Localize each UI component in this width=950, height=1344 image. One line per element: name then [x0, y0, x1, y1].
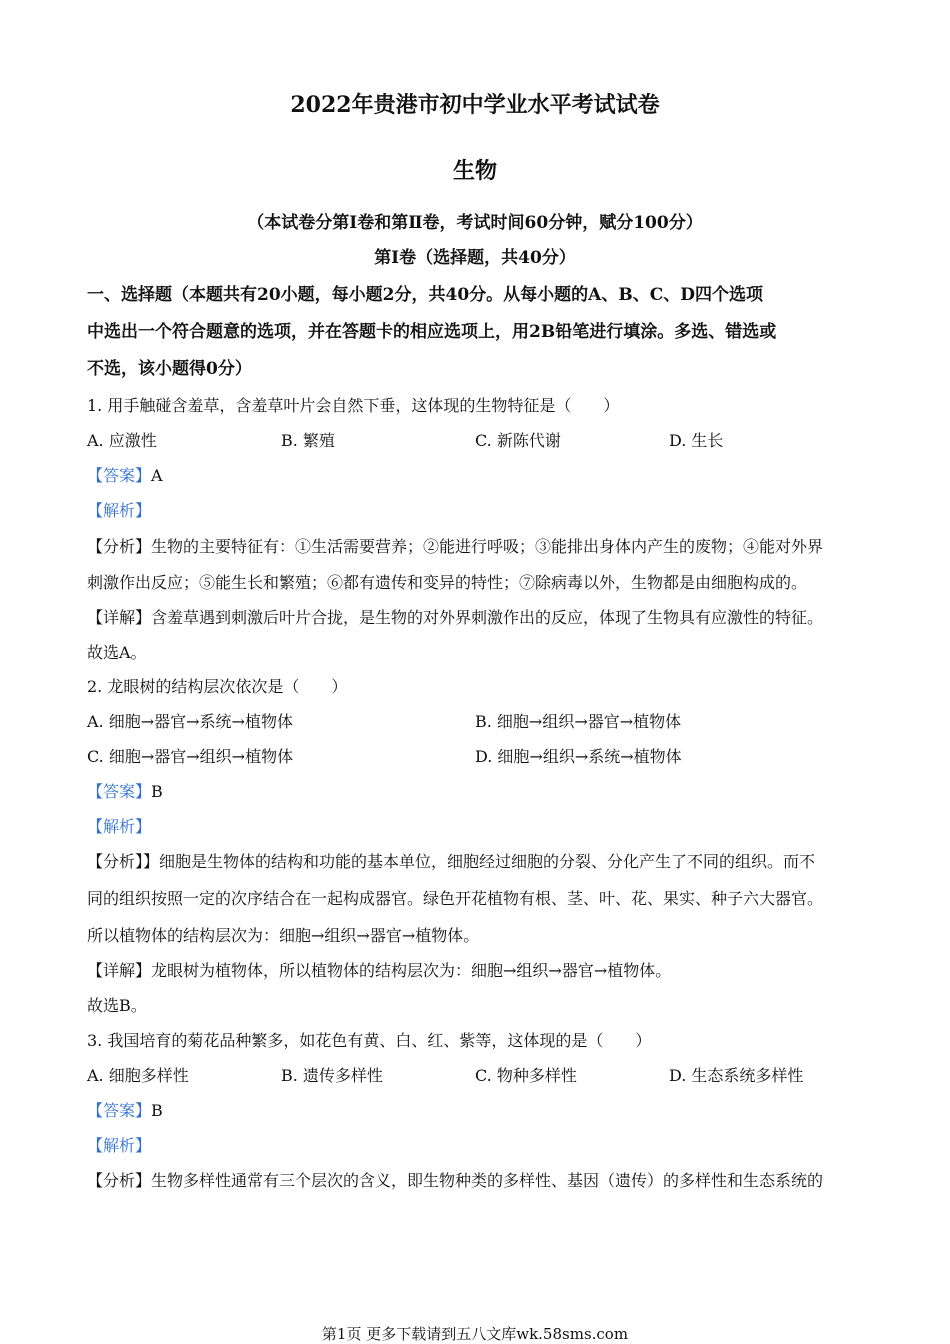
question-2-analysis-tag: 【解析】: [87, 817, 152, 836]
question-2-analysis-line-4: 【详解】龙眼树为植物体，所以植物体的结构层次为：细胞→组织→器官→植物体。: [87, 961, 672, 980]
question-1-option-a: A. 应激性: [87, 431, 157, 450]
question-2-analysis-line-2: 同的组织按照一定的次序结合在一起构成器官。绿色开花植物有根、茎、叶、花、果实、种子六大器官。: [87, 889, 824, 908]
question-1-stem: 1. 用手触碰含羞草，含羞草叶片会自然下垂，这体现的生物特征是（ ）: [87, 396, 620, 415]
question-2-analysis-line-5: 故选B。: [87, 996, 147, 1015]
question-3-option-c: C. 物种多样性: [475, 1066, 577, 1085]
question-3-analysis-line-1: 【分析】生物多样性通常有三个层次的含义，即生物种类的多样性、基因（遗传）的多样性和生态系统的: [87, 1171, 824, 1190]
exam-note: （本试卷分第Ⅰ卷和第Ⅱ卷，考试时间60分钟，赋分100分）: [247, 213, 703, 233]
question-1-analysis-tag: 【解析】: [87, 501, 152, 520]
section-title: 第Ⅰ卷（选择题，共40分）: [374, 248, 576, 268]
question-1-option-b: B. 繁殖: [281, 431, 335, 450]
question-2-analysis-line-3: 所以植物体的结构层次为：细胞→组织→器官→植物体。: [87, 926, 480, 945]
answer-value: B: [151, 1101, 163, 1120]
question-1-analysis-line-3: 【详解】含羞草遇到刺激后叶片合拢，是生物的对外界刺激作出的反应，体现了生物具有应激性的特征。: [87, 608, 824, 627]
question-2-option-a: A. 细胞→器官→系统→植物体: [87, 712, 293, 731]
question-2-option-d: D. 细胞→组织→系统→植物体: [475, 747, 682, 766]
answer-tag: 【答案】: [87, 782, 152, 801]
answer-tag: 【答案】: [87, 466, 152, 485]
question-2-analysis-line-1: 【分析】】细胞是生物体的结构和功能的基本单位，细胞经过细胞的分裂、分化产生了不同的组织。而不: [87, 852, 816, 871]
answer-value: B: [151, 782, 163, 801]
question-3-option-a: A. 细胞多样性: [87, 1066, 189, 1085]
instruction-line-2: 中选出一个符合题意的选项，并在答题卡的相应选项上，用2B铅笔进行填涂。多选、错选或: [87, 322, 777, 342]
question-3-analysis-tag: 【解析】: [87, 1136, 152, 1155]
question-2-stem: 2. 龙眼树的结构层次依次是（ ）: [87, 677, 348, 696]
question-1-option-c: C. 新陈代谢: [475, 431, 561, 450]
subject-title: 生物: [452, 158, 497, 184]
question-3-answer: [87, 1100, 163, 1122]
answer-value: A: [151, 466, 163, 485]
question-3-stem: 3. 我国培育的菊花品种繁多，如花色有黄、白、红、紫等，这体现的是（ ）: [87, 1031, 652, 1050]
question-1-answer: [87, 465, 163, 487]
instruction-line-1: 一、选择题（本题共有20小题，每小题2分，共40分。从每小题的A、B、C、D四个选项: [87, 285, 763, 305]
question-1-analysis-line-1: 【分析】生物的主要特征有：①生活需要营养；②能进行呼吸；③能排出身体内产生的废物；④能对外界: [87, 537, 824, 556]
question-2-answer: [87, 781, 163, 803]
question-1-analysis-line-2: 刺激作出反应；⑤能生长和繁殖；⑥都有遗传和变异的特性；⑦除病毒以外，生物都是由细胞构成的。: [87, 573, 808, 592]
question-1-option-d: D. 生长: [669, 431, 724, 450]
question-1-analysis-line-4: 故选A。: [87, 643, 147, 662]
page-footer: 第1页 更多下载请到五八文库wk.58sms.com: [321, 1325, 629, 1343]
question-2-option-b: B. 细胞→组织→器官→植物体: [475, 712, 682, 731]
question-3-option-d: D. 生态系统多样性: [669, 1066, 804, 1085]
answer-tag: 【答案】: [87, 1101, 152, 1120]
question-3-option-b: B. 遗传多样性: [281, 1066, 383, 1085]
instruction-line-3: 不选，该小题得0分）: [87, 359, 252, 379]
exam-title: 2022年贵港市初中学业水平考试试卷: [290, 92, 660, 118]
question-2-option-c: C. 细胞→器官→组织→植物体: [87, 747, 294, 766]
